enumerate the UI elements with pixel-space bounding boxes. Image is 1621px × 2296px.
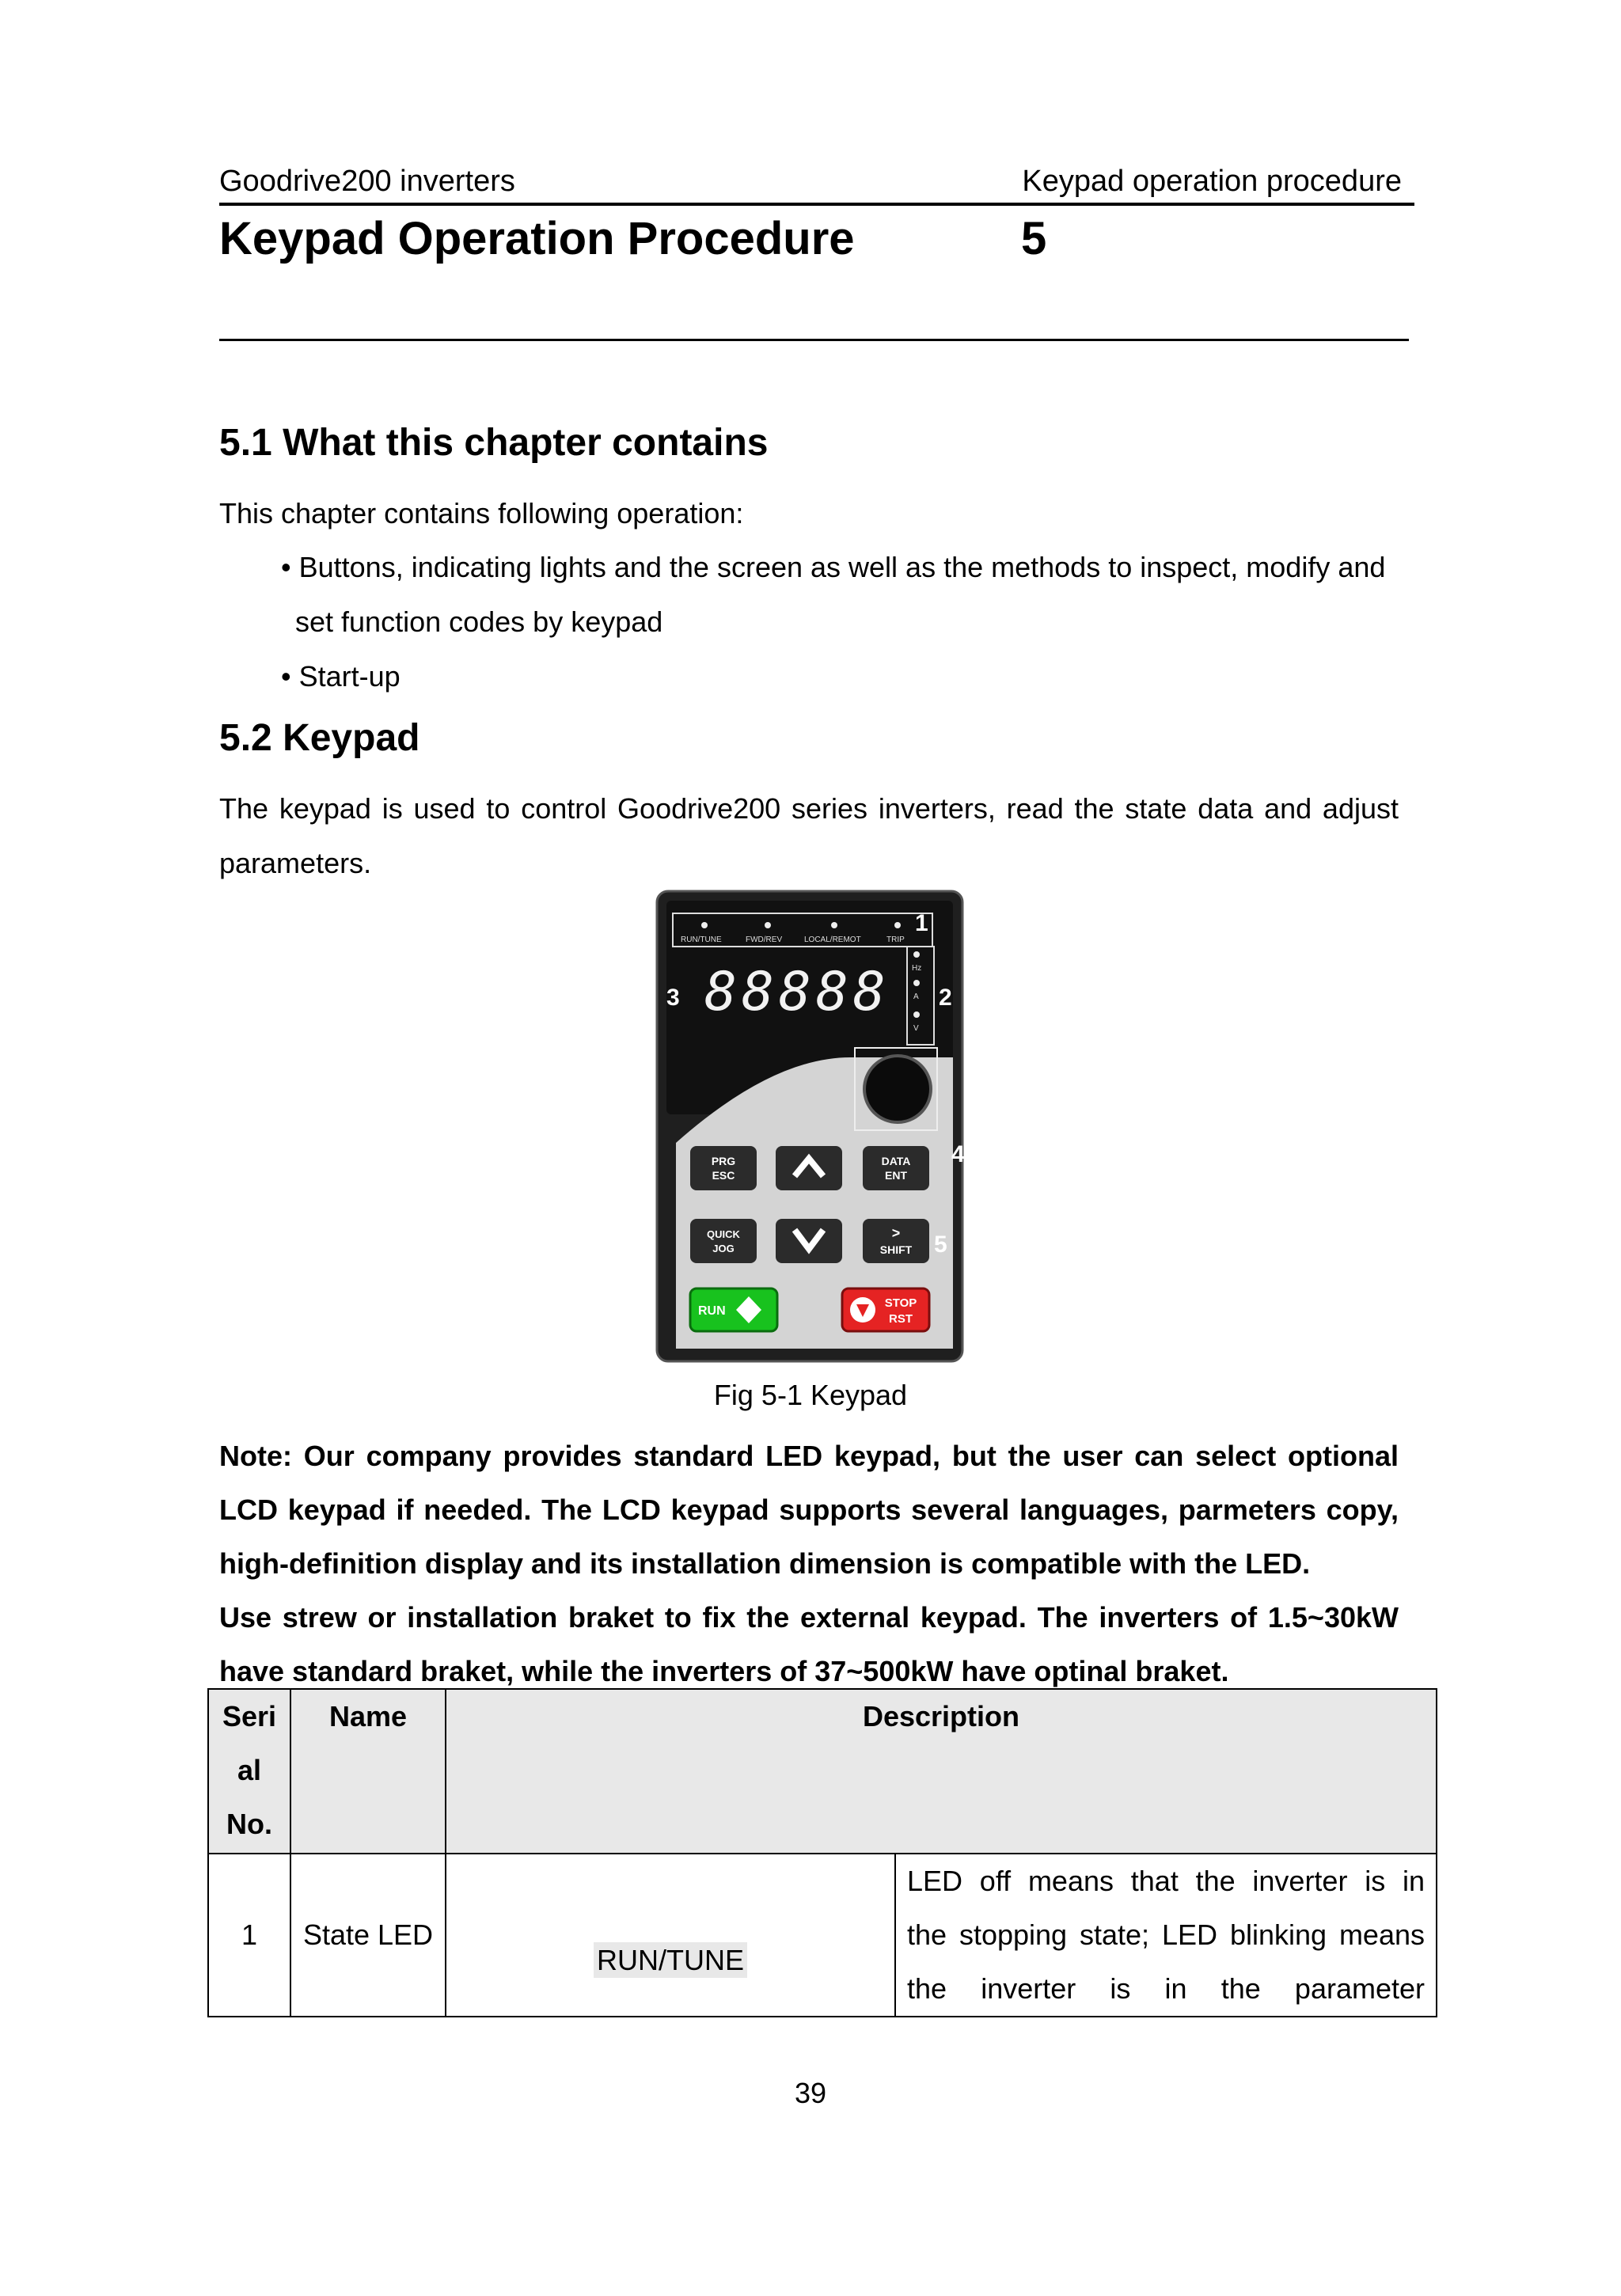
section-paragraph-continuation: parameters. [219,847,372,879]
unit-label: A [913,992,919,1001]
note-line: high-definition display and its installation dimension is compatible with the LED. [219,1547,1311,1580]
button-label: SHIFT [879,1243,913,1256]
prg-esc-button [690,1146,757,1190]
led-dot [831,922,837,928]
button-label: ENT [885,1169,907,1182]
chapter-number: 5 [1021,213,1047,264]
description-line: the stopping state; LED blinking means [907,1918,1425,1951]
led-dot [913,1011,920,1018]
led-label: RUN/TUNE [681,935,722,944]
button-label: JOG [712,1243,735,1254]
button-label: RUN [698,1304,726,1318]
running-header-left: Goodrive200 inverters [219,165,515,198]
callout-number: 2 [939,985,952,1011]
table-cell-indicator [446,1854,895,2017]
up-button [776,1146,842,1190]
note-line: Use strew or installation braket to fix the external keypad. The inverters of 1.5~30kW [219,1601,1399,1634]
button-label: DATA [881,1155,911,1167]
section-heading-5-2: 5.2 Keypad [219,717,420,759]
table-header-name: Name [290,1689,446,1854]
figure-caption: Fig 5-1 Keypad [713,1379,908,1411]
potentiometer-knob-icon [864,1056,931,1122]
chapter-title: Keypad Operation Procedure [219,213,855,264]
keypad-description-table [207,1688,1437,2017]
led-dot [701,922,708,928]
note-line: have standard braket, while the inverters of 37~500kW have optinal braket. [219,1655,1229,1687]
indicator-label: RUN/TUNE [594,1942,747,1978]
callout-number: 4 [951,1141,964,1167]
button-label: QUICK [707,1228,740,1240]
led-label: LOCAL/REMOT [804,935,861,944]
header-rule [219,203,1414,206]
note-line: LCD keypad if needed. The LCD keypad supports several languages, parmeters copy, [219,1493,1399,1526]
down-button [776,1219,842,1263]
description-line: LED off means that the inverter is in [907,1865,1425,1897]
keypad-figure [655,890,964,1363]
unit-label: Hz [912,964,922,973]
table-header-serial: Seri al No. [208,1689,290,1854]
note-line: Note: Our company provides standard LED keypad, but the user can select optional [219,1440,1399,1472]
callout-number: 1 [915,910,928,936]
led-dot [894,922,901,928]
table-cell-description [895,1854,1437,2017]
table-cell-serial: 1 [208,1854,290,2017]
led-label: TRIP [886,935,905,944]
section-paragraph: The keypad is used to control Goodrive200 series inverters, read the state data and adjust [219,792,1399,825]
bullet-item-continuation: set function codes by keypad [295,605,663,638]
button-label: RST [889,1312,913,1326]
section-intro: This chapter contains following operation: [219,497,744,529]
led-dot [765,922,771,928]
button-label: > [891,1225,901,1241]
button-label: ESC [712,1169,735,1182]
callout-number: 3 [666,985,680,1011]
section-heading-5-1: 5.1 What this chapter contains [219,422,769,464]
unit-label: V [913,1024,919,1033]
bullet-item: • Start-up [281,660,401,693]
bullet-item: • Buttons, indicating lights and the screen as well as the methods to inspect, modify and [281,551,1386,583]
led-dot [913,980,920,986]
description-line: the inverter is in the parameter [907,1972,1425,2005]
quick-jog-button [690,1219,757,1263]
table-header-description: Description [446,1689,1437,1854]
data-ent-button [863,1146,929,1190]
callout-number: 5 [934,1231,947,1258]
led-label: FWD/REV [746,935,783,944]
chapter-rule [219,339,1409,341]
running-header-right: Keypad operation procedure [1022,165,1402,198]
page-number: 39 [794,2077,827,2109]
seven-segment-display: 88888 [704,961,890,1023]
button-label: PRG [711,1155,736,1167]
button-label: STOP [884,1296,917,1310]
table-cell-name: State LED [290,1854,446,2017]
led-dot [913,951,920,958]
